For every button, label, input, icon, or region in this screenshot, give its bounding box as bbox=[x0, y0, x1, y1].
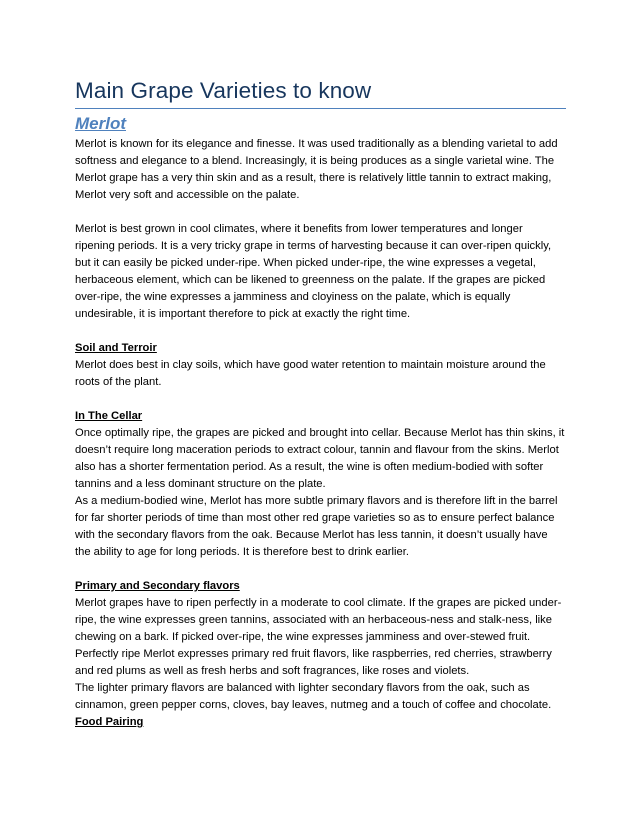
merlot-body bbox=[75, 136, 565, 714]
soil-paragraph: Merlot does best in clay soils, which have good water retention to maintain moisture around the roots of the plant. bbox=[75, 359, 546, 388]
page-title: Main Grape Varieties to know bbox=[75, 78, 372, 103]
spacer bbox=[75, 323, 565, 340]
food-pairing-section bbox=[75, 714, 565, 731]
heading-in-the-cellar: In The Cellar bbox=[75, 410, 143, 422]
spacer bbox=[75, 561, 565, 578]
heading-primary-secondary-flavors: Primary and Secondary flavors bbox=[75, 580, 240, 592]
flavors-paragraph-1: Merlot grapes have to ripen perfectly in a moderate to cool climate. If the grapes are picked under-ripe, the wine expresses green tannins, associated with an herbaceous-ness and stalk-ness, like chewing on a bark. If picked over-ripe, the wine expresses jamminess and over-stewed fruit. Perfectly ripe Merlot expresses primary red fruit flavors, like raspberries, red cherries, strawberry and red plums as well as fresh herbs and soft fragrances, like roses and violets. bbox=[75, 597, 562, 677]
cellar-paragraph-2: As a medium-bodied wine, Merlot has more subtle primary flavors and is therefore lift in the barrel for far shorter periods of time than most other red grape varieties so as to ensure perfect balance with the secondary flavors from the oak. Because Merlot has less tannin, it doesn’t usually have the ability to age for long periods. It is therefore best to drink earlier. bbox=[75, 495, 558, 558]
flavors-paragraph-2: The lighter primary flavors are balanced with lighter secondary flavors from the oak, such as cinnamon, green pepper corns, cloves, bay leaves, nutmeg and a touch of coffee and chocolate. bbox=[75, 682, 552, 711]
spacer bbox=[75, 391, 565, 408]
section-title-merlot: Merlot bbox=[75, 114, 126, 133]
cellar-paragraph-1: Once optimally ripe, the grapes are picked and brought into cellar. Because Merlot has thin skins, it doesn’t require long maceration periods to extract colour, tannin and flavour from the skins. Merlot also has a shorter fermentation period. As a result, the wine is often medium-bodied with softer tannins and a less dominant structure on the plate. bbox=[75, 427, 565, 490]
heading-food-pairing: Food Pairing bbox=[75, 716, 144, 728]
heading-soil-and-terroir: Soil and Terroir bbox=[75, 342, 157, 354]
title-divider bbox=[75, 108, 566, 109]
spacer bbox=[75, 204, 565, 221]
intro-paragraph-1: Merlot is known for its elegance and finesse. It was used traditionally as a blending varietal to add softness and elegance to a blend. Increasingly, it is being produces as a single varietal wine. The Merlot grape has a very thin skin and as a result, there is relatively little tannin to extract making, Merlot very soft and accessible on the palate. bbox=[75, 138, 558, 201]
intro-paragraph-2: Merlot is best grown in cool climates, where it benefits from lower temperatures and longer ripening periods. It is a very tricky grape in terms of harvesting because it can over-ripen quickly, but it can easily be picked under-ripe. When picked under-ripe, the wine expresses a vegetal, herbaceous element, which can be likened to greenness on the palate. If the grapes are picked over-ripe, the wine expresses a jamminess and cloyiness on the palate, which is equally undesirable, it is important therefore to pick at exactly the right time. bbox=[75, 223, 552, 320]
